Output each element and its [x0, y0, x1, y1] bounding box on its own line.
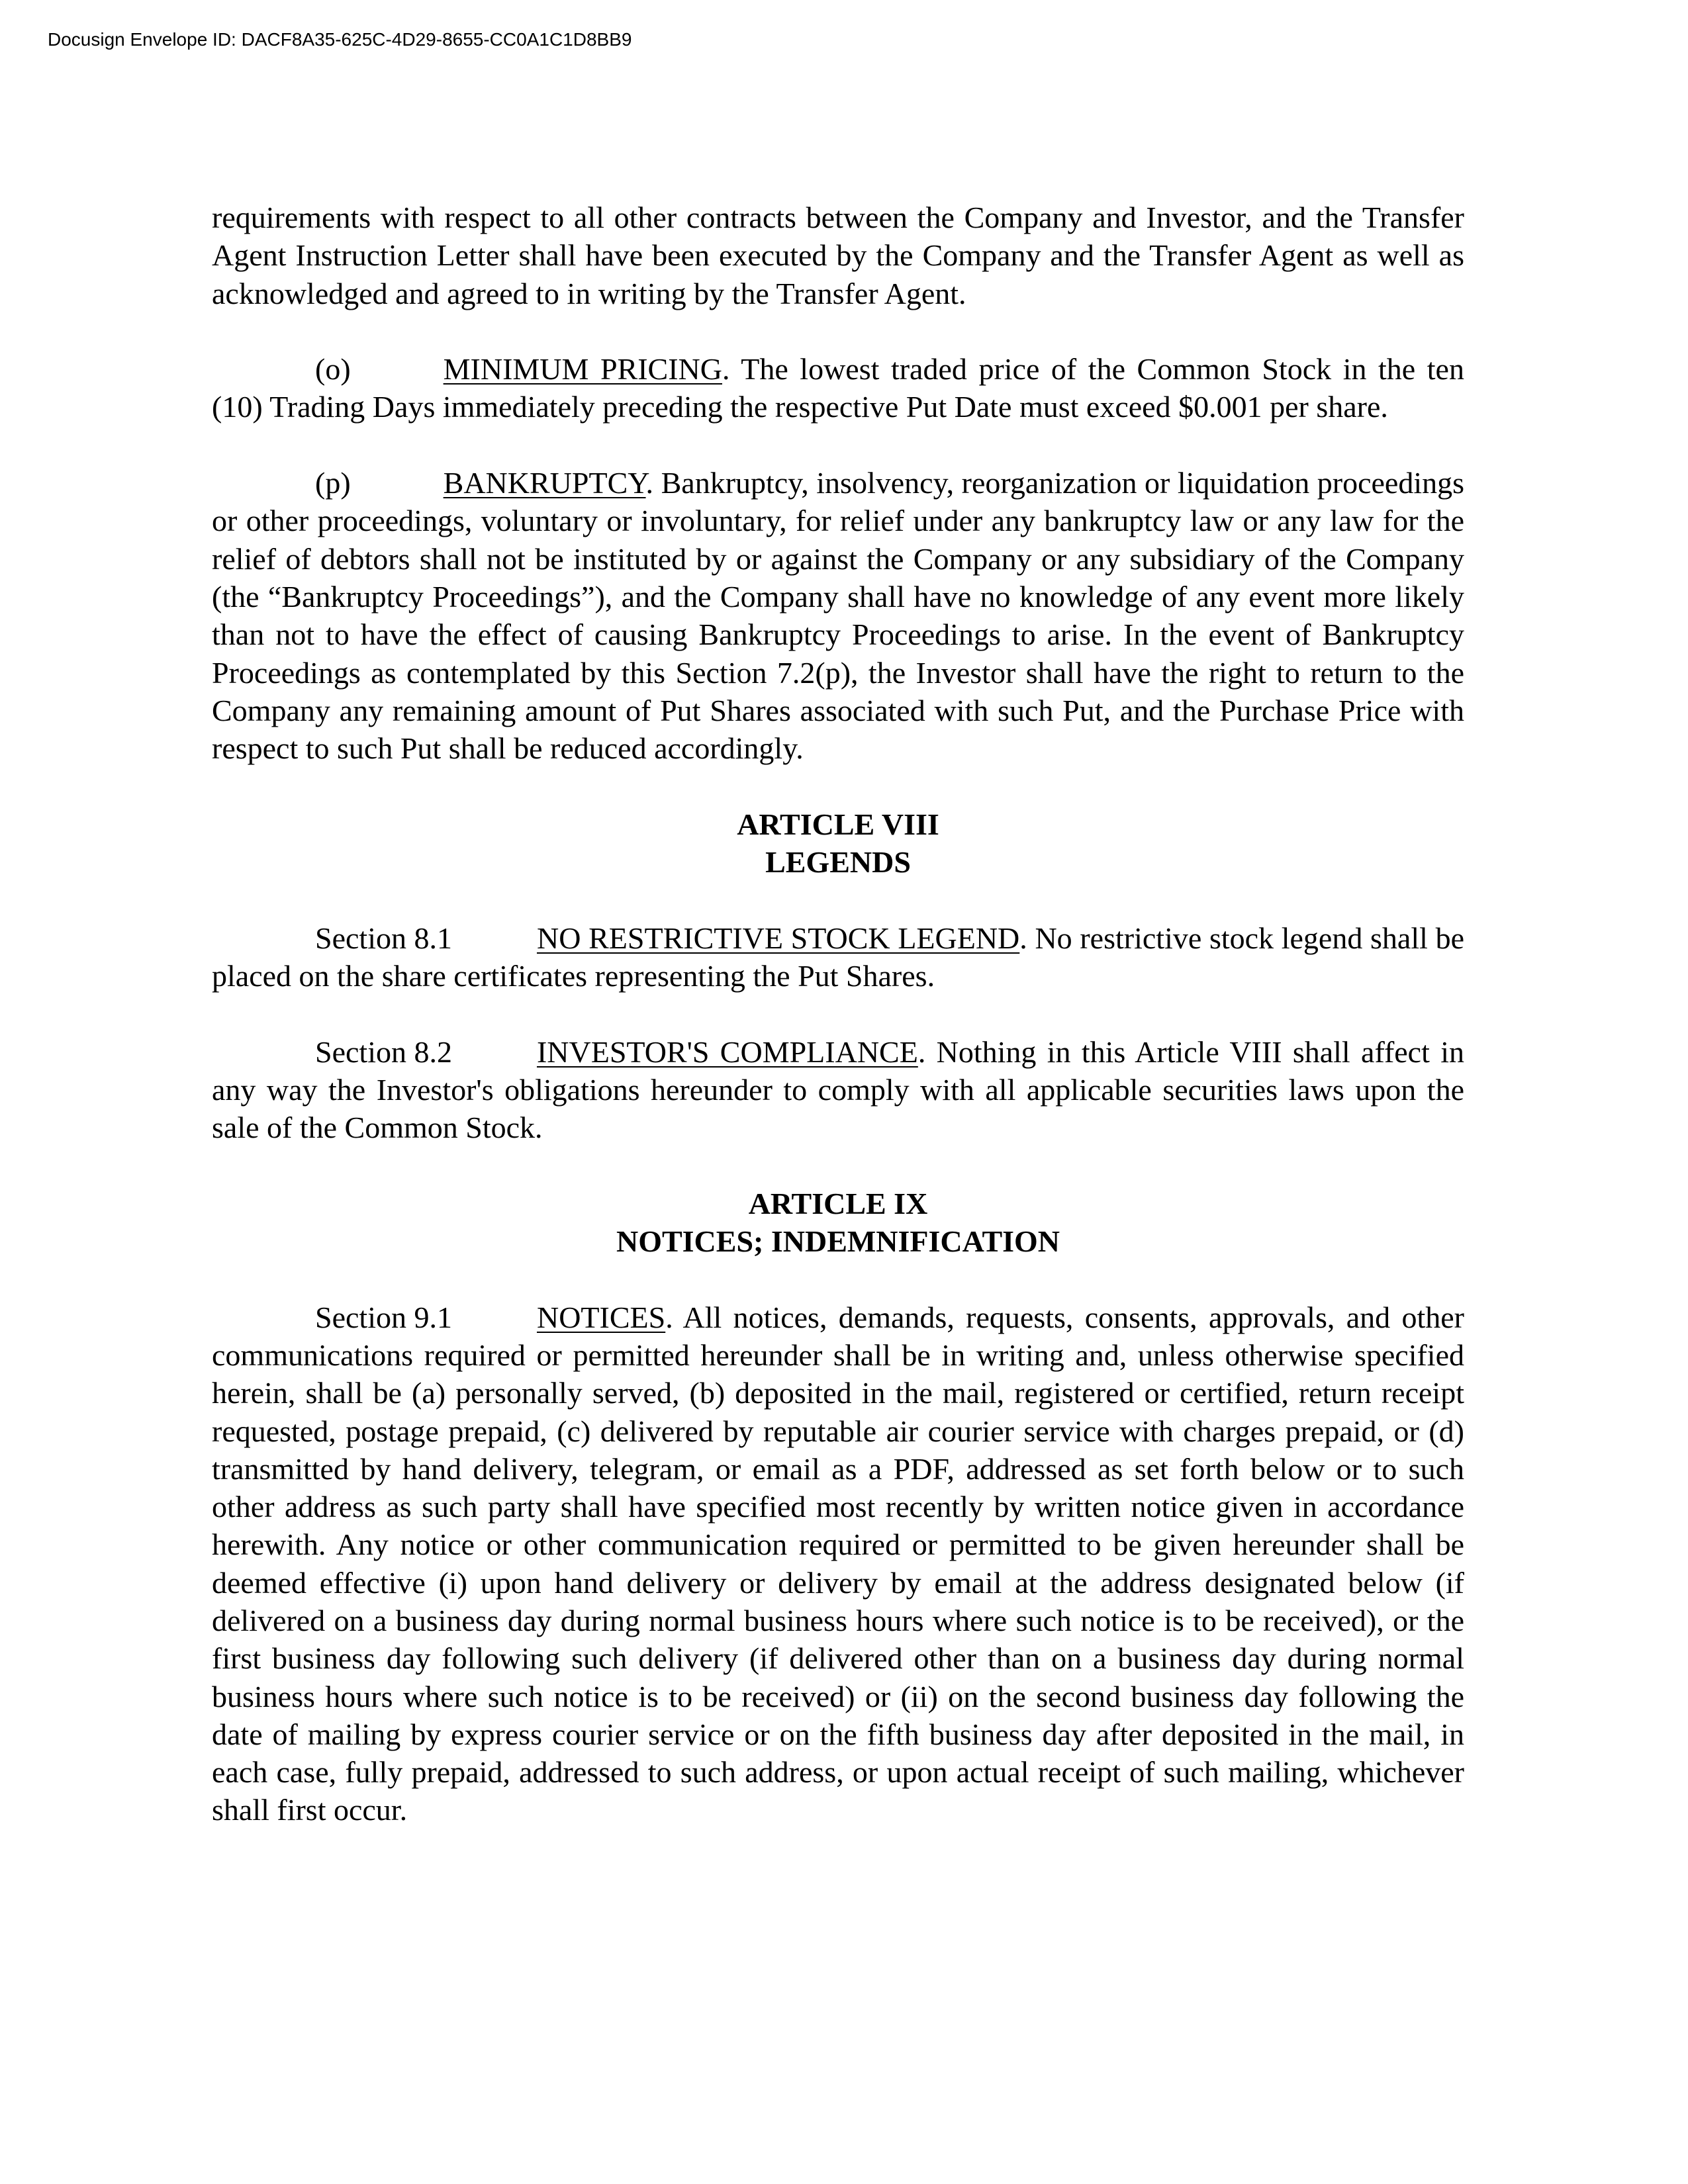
section-p-paragraph [212, 464, 1464, 767]
section-p-heading: BANKRUPTCY [443, 466, 646, 500]
article-8-heading [212, 805, 1464, 882]
section-8-1-label: Section 8.1 [315, 921, 452, 955]
article-8-number: ARTICLE VIII [737, 807, 939, 841]
section-8-2-text: . Nothing in this Article VIII shall affect in any way the Investor's obligations hereunder to comply with all applicable securities laws upon the sale of the Common Stock. [212, 1034, 1464, 1145]
section-p-label: (p) [315, 466, 351, 500]
section-8-1-paragraph [212, 919, 1464, 995]
article-9-number: ARTICLE IX [748, 1186, 928, 1220]
continuation-paragraph [212, 199, 1464, 312]
article-8-title: LEGENDS [765, 845, 911, 880]
section-8-1-heading: NO RESTRICTIVE STOCK LEGEND [536, 921, 1020, 955]
section-9-1-text: . All notices, demands, requests, consents, approvals, and other communications required or permitted hereunder shall be in writing and, unless otherwise specified herein, shall be (a) personally served, (b) deposited in the mail, registered or certified, return receipt requested, postage prepaid, (c) delivered by reputable air courier service with charges prepaid, or (d) transmitted by hand delivery, telegram, or email as a PDF, addressed as set forth below or to such other address as such party shall have specified most recently by written notice given in accordance herewith. Any notice or other communication required or permitted to be given hereunder shall be deemed effective (i) upon hand delivery or delivery by email at the address designated below (if delivered on a business day during normal business hours where such notice is to be received), or the first business day following such delivery (if delivered other than on a business day during normal business hours where such notice is to be received) or (ii) on the second business day following the date of mailing by express courier service or on the fifth business day after deposited in the mail, in each case, fully prepaid, addressed to such address, or upon actual receipt of such mailing, whichever shall first occur. [212, 1300, 1464, 1827]
article-9-heading [212, 1185, 1464, 1261]
section-8-2-heading: INVESTOR'S COMPLIANCE [536, 1034, 918, 1069]
section-o-paragraph [212, 350, 1464, 426]
section-9-1-label: Section 9.1 [315, 1300, 452, 1334]
section-o-label: (o) [315, 352, 351, 387]
continuation-text: requirements with respect to all other contracts between the Company and Investor, and the Transfer Agent Instruction Letter shall have been executed by the Company and the Transfer Agent as well as acknowledged and agreed to in writing by the Transfer Agent. [212, 201, 1464, 310]
section-8-1-text: . No restrictive stock legend shall be placed on the share certificates representing the Put Shares. [212, 921, 1465, 993]
section-8-2-paragraph [212, 1033, 1464, 1147]
article-9-title: NOTICES; INDEMNIFICATION [616, 1224, 1060, 1259]
section-p-text: . Bankruptcy, insolvency, reorganization or liquidation proceedings or other proceedings, voluntary or involuntary, for relief under any bankruptcy law or any law for the relief of debtors shall not be instituted by or against the Company or any subsidiary of the Company (the “Bankruptcy Proceedings”), and the Company shall have no knowledge of any event more likely than not to have the effect of causing Bankruptcy Proceedings to arise. In the event of Bankruptcy Proceedings as contemplated by this Section 7.2(p), the Investor shall have the right to return to the Company any remaining amount of Put Shares associated with such Put, and the Purchase Price with respect to such Put shall be reduced accordingly. [212, 466, 1464, 766]
section-o-text: . The lowest traded price of the Common Stock in the ten (10) Trading Days immediately preceding the respective Put Date must exceed $0.001 per share. [212, 352, 1464, 424]
document-body [212, 199, 1464, 1867]
docusign-envelope-id: Docusign Envelope ID: DACF8A35-625C-4D29-8655-CC0A1C1D8BB9 [48, 29, 632, 50]
section-9-1-heading: NOTICES [536, 1300, 666, 1334]
section-8-2-label: Section 8.2 [315, 1034, 452, 1069]
section-o-heading: MINIMUM PRICING [443, 352, 722, 387]
section-9-1-paragraph [212, 1298, 1464, 1829]
